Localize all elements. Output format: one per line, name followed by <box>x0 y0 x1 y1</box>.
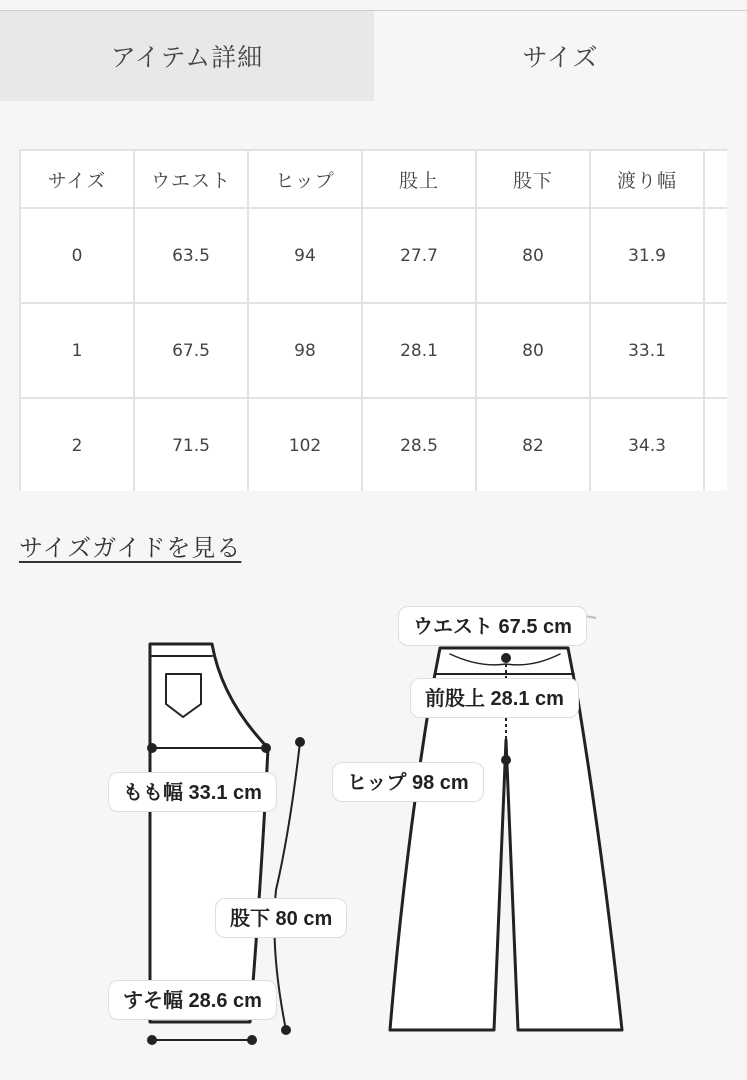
size-table <box>19 149 727 491</box>
tab-bar <box>0 11 747 101</box>
table-row <box>20 398 727 491</box>
table-cell: 94 <box>248 208 362 303</box>
tab-size[interactable]: サイズ <box>374 11 747 101</box>
table-cell: 27.7 <box>362 208 476 303</box>
size-table-scroll-area[interactable] <box>19 149 727 491</box>
header-thigh-width: 渡り幅 <box>590 150 704 208</box>
table-row <box>20 208 727 303</box>
tab-item-details[interactable]: アイテム詳細 <box>0 11 374 101</box>
table-cell: 67.5 <box>134 303 248 398</box>
table-cell: 33.1 <box>590 303 704 398</box>
header-overflow <box>704 150 727 208</box>
table-cell: 1 <box>20 303 134 398</box>
inseam-label: 股下 80 cm <box>215 898 347 938</box>
header-rise: 股上 <box>362 150 476 208</box>
header-waist: ウエスト <box>134 150 248 208</box>
header-inseam: 股下 <box>476 150 590 208</box>
table-cell: 102 <box>248 398 362 491</box>
table-cell: 28.5 <box>362 398 476 491</box>
table-cell: 82 <box>476 398 590 491</box>
front-rise-label: 前股上 28.1 cm <box>410 678 579 718</box>
table-cell: 34.3 <box>590 398 704 491</box>
hip-label: ヒップ 98 cm <box>332 762 484 802</box>
table-cell: 28.1 <box>362 303 476 398</box>
table-cell <box>704 398 727 491</box>
waist-label: ウエスト 67.5 cm <box>398 606 587 646</box>
table-cell: 71.5 <box>134 398 248 491</box>
thigh-width-label: もも幅 33.1 cm <box>108 772 277 812</box>
table-cell: 80 <box>476 208 590 303</box>
size-guide-link[interactable]: サイズガイドを見る <box>19 534 242 562</box>
measurement-diagram <box>0 590 747 1060</box>
table-header-row <box>20 150 727 208</box>
table-cell <box>704 303 727 398</box>
table-cell: 80 <box>476 303 590 398</box>
table-cell: 2 <box>20 398 134 491</box>
header-hip: ヒップ <box>248 150 362 208</box>
hem-width-label: すそ幅 28.6 cm <box>108 980 277 1020</box>
table-cell: 63.5 <box>134 208 248 303</box>
table-cell <box>704 208 727 303</box>
table-cell: 98 <box>248 303 362 398</box>
table-cell: 31.9 <box>590 208 704 303</box>
table-row <box>20 303 727 398</box>
table-cell: 0 <box>20 208 134 303</box>
header-size: サイズ <box>20 150 134 208</box>
